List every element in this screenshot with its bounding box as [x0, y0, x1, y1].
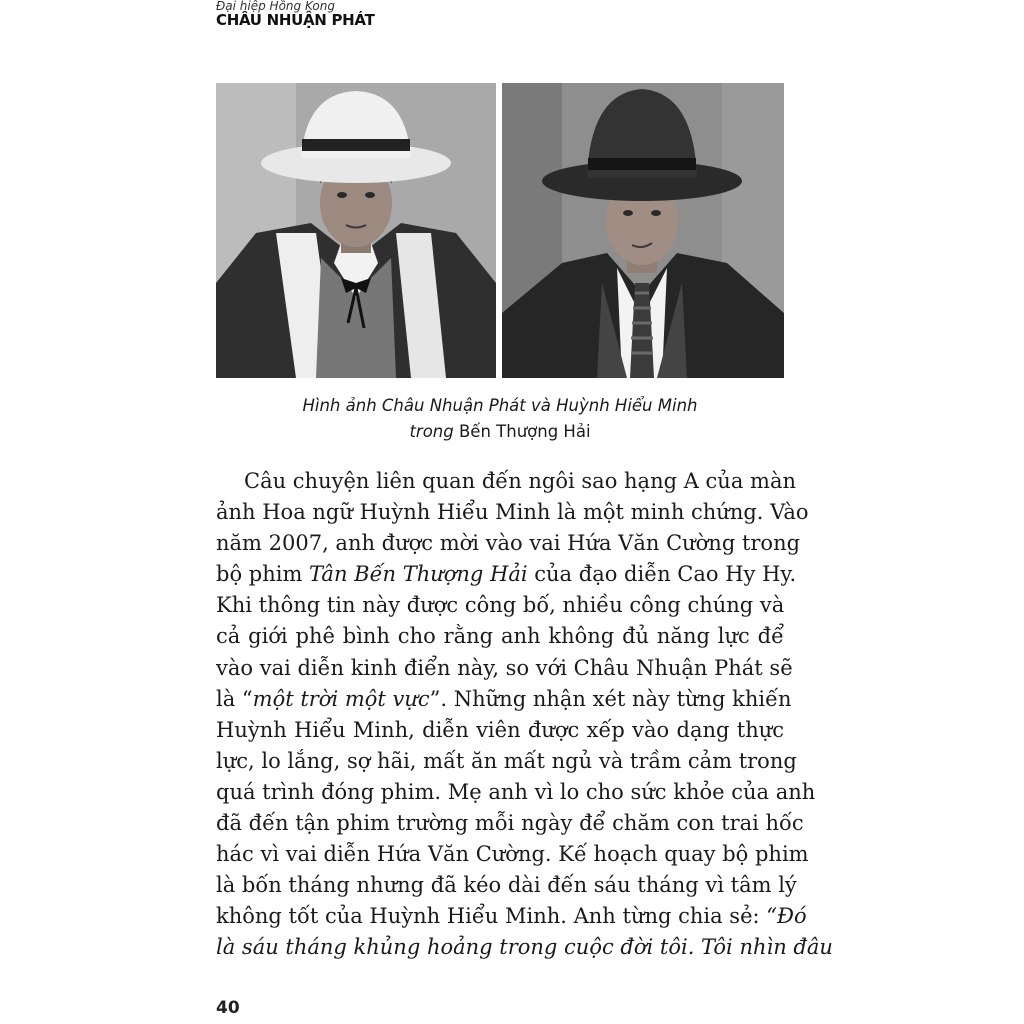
book-title: CHÂU NHUẬN PHÁT	[216, 11, 375, 29]
caption-line-1: Hình ảnh Châu Nhuận Phát và Huỳnh Hiểu Minh	[302, 396, 698, 415]
body-line	[216, 653, 793, 684]
body-line-segment: cả giới phê bình cho rằng anh không đủ năng lực để	[216, 624, 784, 649]
body-paragraph	[216, 466, 833, 964]
body-line-segment: một trời một vực	[252, 686, 430, 711]
photo-huynh-hieu-minh	[502, 83, 784, 378]
body-line-segment: không tốt của Huỳnh Hiểu Minh. Anh từng chia sẻ:	[216, 904, 767, 929]
body-line	[216, 715, 784, 746]
body-line	[216, 466, 796, 497]
portrait-dark-hat-illustration	[502, 83, 784, 378]
body-line-segment: là sáu tháng khủng hoảng trong cuộc đời tôi. Tôi nhìn đâu	[216, 935, 833, 960]
body-line	[216, 932, 833, 963]
figure-caption	[216, 393, 784, 445]
body-line-segment: hác vì vai diễn Hứa Văn Cường. Kế hoạch quay bộ phim	[216, 842, 809, 867]
series-title: Đại hiệp Hồng Kong	[216, 0, 335, 13]
body-line-segment: quá trình đóng phim. Mẹ anh vì lo cho sức khỏe của anh	[216, 779, 816, 804]
page-number: 40	[216, 998, 240, 1018]
body-line-segment: là bốn tháng nhưng đã kéo dài đến sáu tháng vì tâm lý	[216, 873, 797, 898]
body-line	[216, 684, 792, 715]
body-line-segment: ”. Những nhận xét này từng khiến	[429, 686, 792, 711]
body-line-segment: bộ phim	[216, 562, 310, 587]
body-line	[216, 497, 809, 528]
portrait-white-hat-illustration	[216, 83, 496, 378]
body-line-segment: Khi thông tin này được công bố, nhiều công chúng và	[216, 593, 785, 618]
body-line	[216, 528, 801, 559]
body-line	[216, 839, 809, 870]
body-line	[216, 777, 816, 808]
body-line	[216, 559, 797, 590]
body-line-segment: đã đến tận phim trường mỗi ngày để chăm con trai hốc	[216, 811, 804, 836]
body-line-segment: Tân Bến Thượng Hải	[309, 562, 528, 587]
body-line	[216, 901, 807, 932]
body-line-segment: vào vai diễn kinh điển này, so với Châu Nhuận Phát sẽ	[216, 655, 793, 680]
body-line	[216, 621, 784, 652]
caption-prefix: trong	[409, 422, 459, 441]
caption-line-2	[216, 419, 784, 445]
body-line-segment: là “	[216, 686, 253, 711]
body-line	[216, 808, 804, 839]
body-line-segment: của đạo diễn Cao Hy Hy.	[527, 562, 797, 587]
body-line-segment: lực, lo lắng, sợ hãi, mất ăn mất ngủ và trầm cảm trong	[216, 748, 797, 773]
running-header	[216, 0, 375, 28]
body-line-segment: Huỳnh Hiểu Minh, diễn viên được xếp vào dạng thực	[216, 717, 784, 742]
body-line-segment: “Đó	[766, 904, 807, 929]
body-line	[216, 870, 797, 901]
body-line-segment: năm 2007, anh được mời vào vai Hứa Văn Cường trong	[216, 531, 801, 556]
photo-chau-nhuan-phat	[216, 83, 496, 378]
body-line-segment: Câu chuyện liên quan đến ngôi sao hạng A của màn	[244, 469, 796, 493]
body-line	[216, 746, 797, 777]
caption-film-title: Bến Thượng Hải	[458, 422, 591, 441]
figure-photos	[216, 83, 784, 378]
body-line-segment: ảnh Hoa ngữ Huỳnh Hiểu Minh là một minh chứng. Vào	[216, 500, 809, 525]
body-line	[216, 590, 784, 621]
